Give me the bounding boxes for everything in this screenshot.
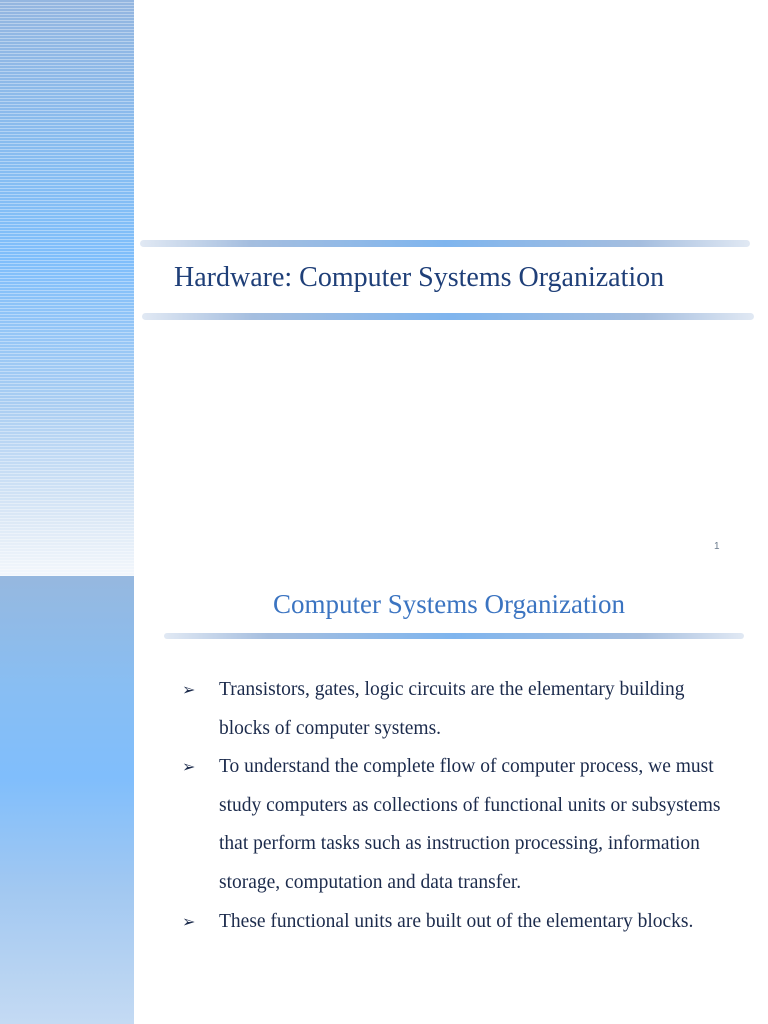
bullet-text: To understand the complete flow of computer process, we must study computers as collections of functional units or subsystems that perform tasks such as instruction processing, information storage, computation and data transfer. bbox=[219, 756, 721, 893]
bullet-text: Transistors, gates, logic circuits are the elementary building blocks of computer systems. bbox=[219, 679, 685, 739]
arrow-bullet-icon: ➢ bbox=[182, 757, 196, 777]
page-number: 1 bbox=[714, 541, 720, 552]
list-item bbox=[180, 748, 740, 902]
slide-heading-text: Computer Systems Organization bbox=[273, 589, 625, 619]
list-item bbox=[180, 671, 740, 748]
heading-rule bbox=[164, 633, 744, 639]
content-slide bbox=[0, 576, 768, 1024]
arrow-bullet-icon: ➢ bbox=[182, 680, 196, 699]
list-item bbox=[180, 903, 740, 942]
side-gradient-panel bbox=[0, 576, 134, 1024]
side-gradient-panel bbox=[0, 0, 134, 576]
bullet-text: These functional units are built out of the elementary blocks. bbox=[219, 910, 694, 932]
slide-heading bbox=[0, 589, 768, 620]
title-rule-bottom bbox=[142, 313, 754, 320]
title-rule-top bbox=[140, 240, 750, 247]
bullet-list bbox=[180, 671, 740, 941]
arrow-bullet-icon: ➢ bbox=[182, 911, 196, 931]
slide-title: Hardware: Computer Systems Organization bbox=[174, 262, 665, 293]
